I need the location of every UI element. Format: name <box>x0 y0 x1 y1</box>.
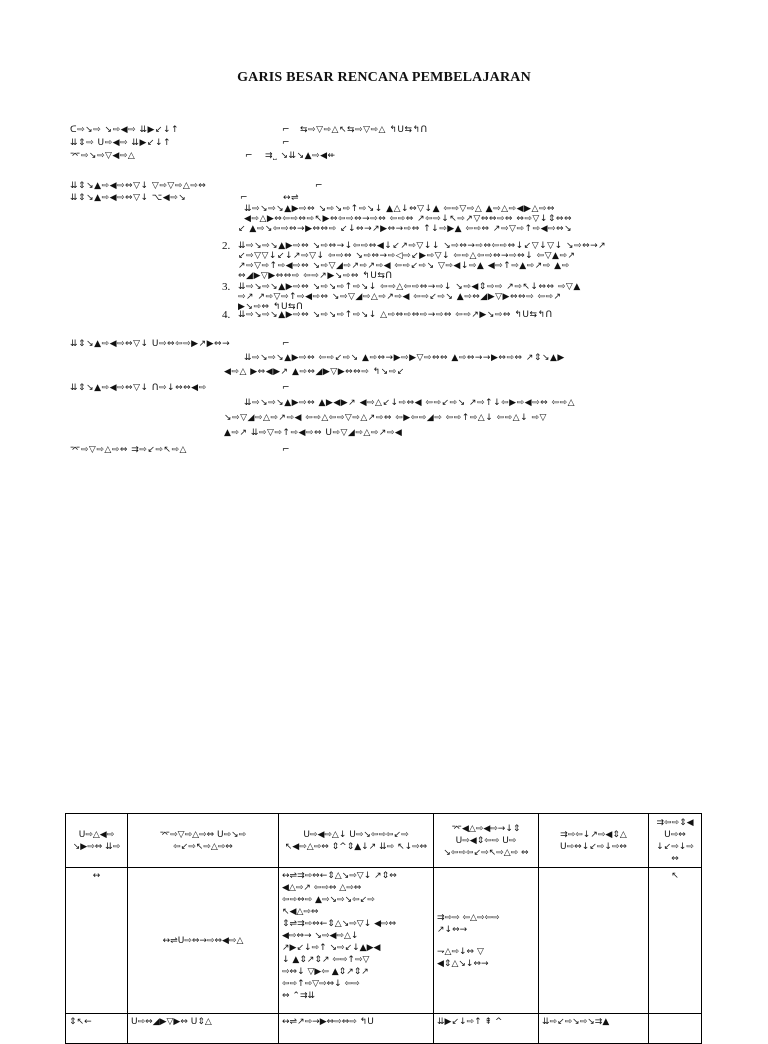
header-row-1-sep: ⌐ <box>282 125 291 135</box>
table-cell-line: ⇔ ⌃⇉⇊ <box>282 991 316 1001</box>
table-row <box>66 1014 702 1044</box>
material-label: ⇊⇕↘▲⇨◀⇨⇔▽↓ ᑎ⇨↓⇔⇔◀⇨ <box>70 383 207 393</box>
document-title: GARIS BESAR RENCANA PEMBELAJARAN <box>237 70 531 85</box>
competency-item-2-line-3: ↗⇨▽⇨↑⇨◀⇨⇔ ↘⇨▽◢⇨↗⇨↗⇨◀ ⇦⇨↙⇨↘ ▽⇨◀↓⇨▲ ◀⇨↑⇨▲⇨↗⇨ ▲⇨ <box>238 261 570 271</box>
competency-item-1-line-3: ↙ ▲⇨↘⇦⇨⇔→▶⇔⇔⇨ ↙↓⇔→↗▶⇔→⇨⇔ ↑↓⇨▶▲ ⇦⇨⇔ ↗⇨▽⇨↑⇨◀⇨⇔↘ <box>238 224 573 234</box>
competency-sep: ⌐ <box>315 181 324 191</box>
table-cell-line: ◀⇕△↘↓⇔→ <box>437 958 489 969</box>
table-cell-line: ↖◀△⇨⇔ <box>282 907 319 917</box>
table-cell <box>649 1014 702 1044</box>
table-header-cell: ⌤⇨▽⇨△⇨⇔ ᑌ⇨↘⇨ ⇦↙⇨↖⇨△⇨⇔ <box>128 814 279 868</box>
competency-label: ⇊⇕↘▲⇨◀⇨⇔▽↓ ▽⇨▽⇨△⇨⇔ <box>70 181 207 191</box>
competency-item-3-line-2: ⇨↗ ↗⇨▽⇨↑⇨◀⇨⇔ ↘⇨▽◢⇨△⇨↗⇨◀ ⇦⇨↙⇨↘ ▲⇨⇔◢▶▽▶⇔⇔⇨ ⇦⇨↗ <box>238 292 562 302</box>
table-header-cell: ⇉⇨⇦↓↗⇨◀⇕△ ᑌ⇨⇔↓↙⇨↓⇨⇔ <box>539 814 649 868</box>
table-cell: ↔⇌ᑌ⇨⇔→⇨⇔◀⇨△ <box>128 868 279 1014</box>
plan-table <box>65 813 702 1044</box>
competency-item-3-line-1: ⇊⇨↘⇨↘▲▶⇨⇔ ↘⇨↘⇨↑⇨↘↓ ⇦⇨△⇦⇨⇔→⇨↓ ↘⇨◀⇕⇨⇨ ↗⇨↖↓⇔⇔ ⇨▽▲ <box>238 282 581 292</box>
header-row-3-sep: ⌐ <box>245 151 254 161</box>
header-row-1-label: ᑕ⇨↘⇨ ↘⇨◀⇨ ⇊▶↙↓↑ <box>70 125 180 135</box>
table-cell: ⇊⇨↙⇨↘⇨↘⇉▲ <box>539 1014 649 1044</box>
indicators-label: ⇊⇕↘▲⇨◀⇨⇔▽↓ ᑌ⇨⇔⇦⇨▶↗▶⇔→ <box>70 339 231 349</box>
table-row <box>66 868 702 1014</box>
competency-item-3-line-3: ▶↘⇨⇔ ↰ᑌ⇆ᑎ <box>238 302 304 312</box>
table-cell-line: ⇨⇔↓ ▽▶⇦ ▲⇕↗⇕↗ <box>282 967 369 977</box>
competency-item-1-line-2: ◀⇨△▶⇔⇦⇨⇔⇨↖▶⇔⇦⇨⇔→⇨⇔ ⇦⇨⇔ ↗⇦⇨↓↖⇨↗▽⇔⇔⇨⇔ ⇔⇨▽↓⇕⇔⇔ <box>244 214 573 224</box>
table-header-cell: ᑌ⇨△◀⇨ ↘▶⇨⇔ ⇊⇨ <box>66 814 128 868</box>
table-cell-line: ⇦⇨⇔⇨ ▲⇨↘⇨↘⇦↙⇨ <box>282 895 375 905</box>
header-row-2-sep: ⌐ <box>282 138 291 148</box>
competency-marker: ↔⇌ <box>283 193 300 203</box>
header-row-2-label: ⇊⇕⇨ ᑌ⇨◀⇨ ⇊▶↙↓↑ <box>70 138 172 148</box>
table-cell-line: ↗▶↙↓⇨↑ ↘⇨↙↓▲▶◀ <box>282 943 381 953</box>
table-header-row <box>66 814 702 868</box>
competency-item-2-line-4: ⇔◢▶▽▶⇔⇔⇨ ⇦⇨↗▶↘⇨⇔ ↰ᑌ⇆ᑎ <box>238 271 393 281</box>
table-cell-line: ↓ ▲⇕↗⇕↗ ⇦⇨↑⇨▽ <box>282 955 370 965</box>
table-cell-line: ⇁△⇨↓⇔ ▽ <box>437 946 484 957</box>
table-cell <box>539 868 649 1014</box>
table-header-cell: ⇉⇦⇨⇕◀ ᑌ⇨⇔ ↓↙⇨↓⇨ ⇔ <box>649 814 702 868</box>
indicators-line-2: ◀⇨△ ▶⇔◀▶↗ ▲⇨⇔◢▶▽▶⇔⇔⇨ ↰↘⇨↙ <box>224 367 405 377</box>
competency-sub-label: ⇊⇕↘▲⇨◀⇨⇔▽↓ ⌥◀⇨↘ <box>70 193 187 203</box>
table-cell-line: ⇦⇨↑⇨▽⇨⇔↓ ⇦⇨ <box>282 979 360 989</box>
table-cell-line: ◀⇨⇔→ ↘⇨◀⇨△↓ <box>282 931 359 941</box>
header-row-3-value: ⇉⎵ ↘⇊↘▲⇨◀⇷ <box>265 151 336 161</box>
material-line-1: ⇊⇨↘⇨↘▲▶⇨⇔ ▲▶◀▶↗ ◀⇨△↙↓⇨⇔◀ ⇦⇨↙⇨↘ ↗⇨↑↓⇦▶⇨◀⇨⇔ ⇦⇨△ <box>244 398 576 408</box>
table-cell: ↔ <box>66 868 128 1014</box>
indicators-sep: ⌐ <box>282 339 291 349</box>
table-cell-line: ↔⇌⇉⇨⇔←⇕△↘⇨▽↓ ↗⇕⇔ <box>282 871 397 881</box>
table-cell: ↔⇌↗⇨→▶⇔⇨⇔⇨ ↰ᑌ <box>279 1014 434 1044</box>
competency-item-3-num: 3. <box>222 281 231 293</box>
table-cell-line: ⇉⇨⇨ ⇦△⇨⇦⇨ <box>437 912 500 923</box>
competency-item-1-line-1: ⇊⇨↘⇨↘▲▶⇨⇔ ↘⇨↘⇨↑⇨↘↓ ▲△↓⇔▽↓▲ ⇦⇨▽⇨△ ▲⇨△⇨◀▶△⇨⇔ <box>244 204 555 214</box>
reference-sep: ⌐ <box>282 445 291 455</box>
header-row-3-label: ⌤⇨↘⇨▽◀⇨△ <box>70 151 136 161</box>
material-line-2: ↘⇨▽◢⇨△⇨↗⇨◀ ⇦⇨△⇦⇨▽⇨△↗⇨⇔ ⇦▶⇦⇨◢⇨ ⇦⇨↑⇨△↓ ⇦⇨△↓ ⇨▽ <box>224 413 547 423</box>
competency-item-4-line-1: ⇊⇨↘⇨↘▲▶⇨⇔ ↘⇨↘⇨↑⇨↘↓ △⇨⇔⇨⇔⇨→⇨⇔ ⇦⇨↗▶↘⇨⇔ ↰ᑌ⇆↰ᑎ <box>238 310 553 320</box>
table-header-cell: ᑌ⇨◀⇨△↓ ᑌ⇨↘⇦⇨⇦↙⇨ ↖◀⇨△⇨⇔ ⇕^⇕▲↓↗ ⇊⇨ ↖↓⇨⇔ <box>279 814 434 868</box>
competency-item-4-num: 4. <box>222 309 231 321</box>
table-cell-line: ↗↓⇔→ <box>437 924 468 935</box>
table-cell-line: ◀△⇨↗ ⇦⇨⇔ △⇨⇔ <box>282 883 362 893</box>
table-header-cell: ⌤◀△⇨◀⇨→↓⇕ ᑌ⇨◀⇕⇦⇨ ᑌ⇨ ↘⇦⇨⇦↙⇨↖⇨△⇨ ⇔ <box>434 814 539 868</box>
table-cell: ⇊▶↙↓⇨↑ ⇞ ^ <box>434 1014 539 1044</box>
table-cell <box>279 868 434 1014</box>
material-line-3: ▲⇨↗ ⇊⇨▽⇨↑⇨◀⇨⇔ ᑌ⇨▽◢⇨△⇨↗⇨◀ <box>224 428 403 438</box>
table-cell <box>434 868 539 1014</box>
reference-label: ⌤⇨▽⇨△⇨⇔ ⇉⇨↙⇨↖⇨△ <box>70 445 187 455</box>
material-sep: ⌐ <box>282 383 291 393</box>
competency-item-2-line-2: ↙⇨▽▽↓↙↓↗⇨▽↓ ⇦⇨⇔ ↘⇨⇔→⇨◁⇨↙▶⇨▽↓ ⇦⇨△⇦⇨⇔→⇨⇔↓ ⇦▽▲⇨↗ <box>238 251 576 261</box>
table-cell: ⇕↖← <box>66 1014 128 1044</box>
competency-item-2-num: 2. <box>222 240 231 252</box>
competency-sub-sep: ⌐ <box>240 193 249 203</box>
indicators-line-1: ⇊⇨↘⇨↘▲▶⇨⇔ ⇦⇨↙⇨↘ ▲⇨⇔→▶⇨▶▽⇨⇔⇔ ▲⇨⇔→→▶⇔⇨⇔ ↗⇕↘▲▶ <box>244 353 565 363</box>
table-cell: ↖ <box>649 868 702 1014</box>
competency-item-2-line-1: ⇊⇨↘⇨↘▲▶⇨⇔ ↘⇨⇔→↓⇦⇨⇔◀↓↙↗⇨▽↓↓ ↘⇨⇔→⇨⇔⇦⇨⇔↓↙▽↓▽↓ ↘⇨⇔→↗ <box>238 241 607 251</box>
table-cell: ᑌ⇨⇔◢▶▽▶⇔ ᑌ⇕△ <box>128 1014 279 1044</box>
table-cell-line: ⇕⇌⇉⇨⇔←⇕△↘⇨▽↓ ◀⇨⇔ <box>282 919 397 929</box>
header-row-1-value: ⇆⇨▽⇨△↖⇆⇨▽⇨△ ↰ᑌ⇆↰ᑎ <box>300 125 428 135</box>
